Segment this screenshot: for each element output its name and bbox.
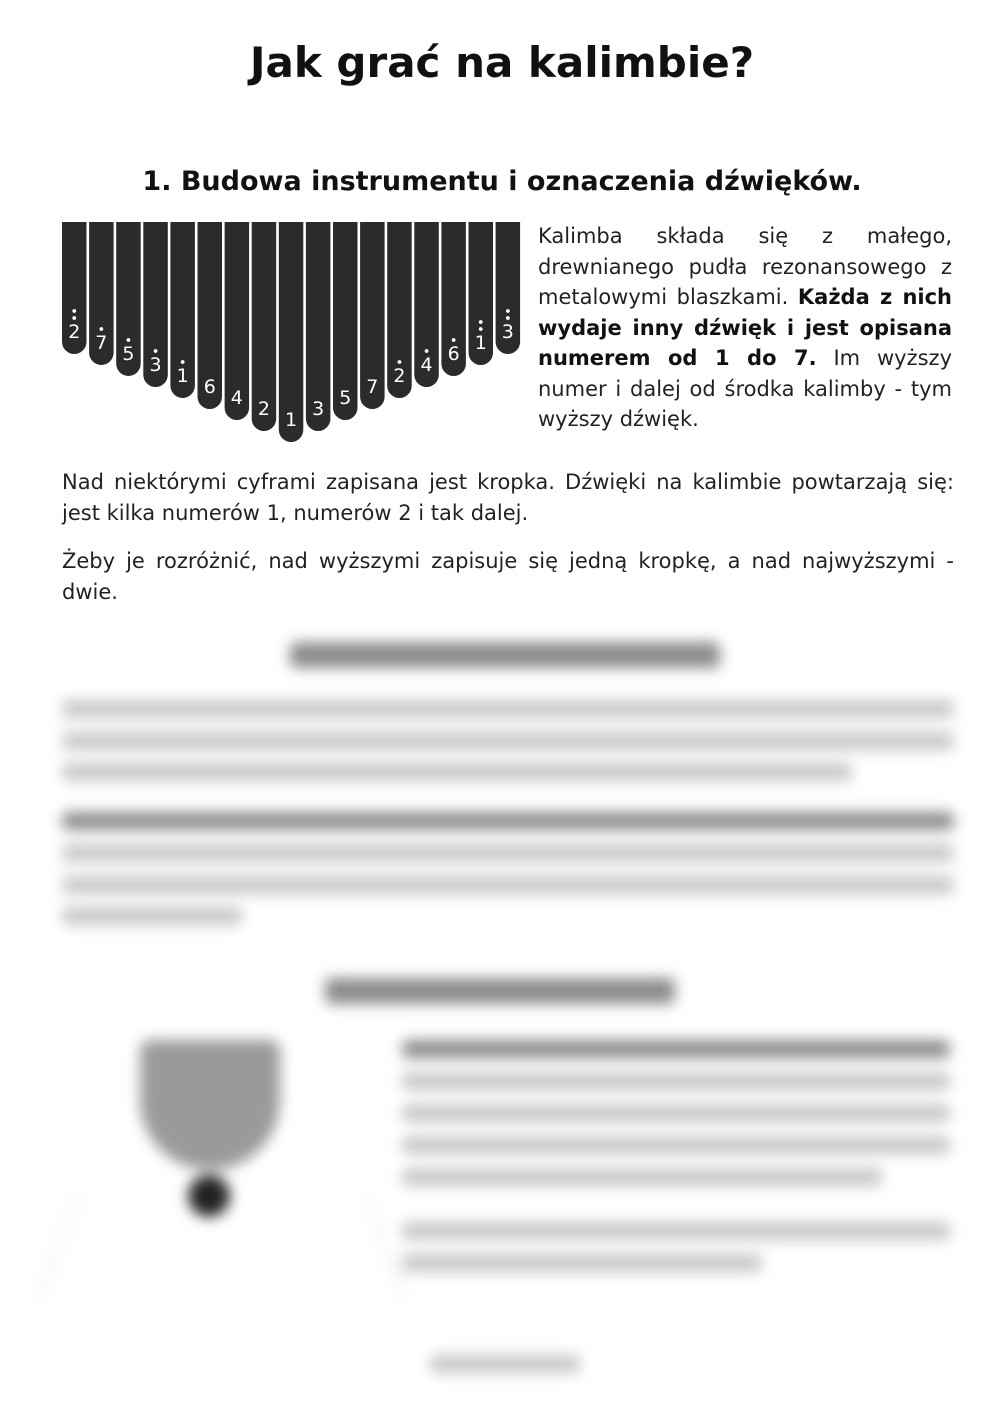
kalimba-key — [441, 222, 466, 376]
kalimba-key-label: 4 — [420, 354, 433, 376]
kalimba-key — [387, 222, 412, 398]
kalimba-key-label: 5 — [339, 387, 352, 409]
blurred-image-lines — [39, 1196, 405, 1296]
kalimba-key-dot — [452, 338, 456, 342]
kalimba-key — [143, 222, 168, 387]
blurred-line — [402, 1254, 762, 1272]
kalimba-key-label: 4 — [230, 387, 243, 409]
kalimba-key — [198, 222, 223, 409]
blurred-line — [402, 1222, 950, 1240]
kalimba-key — [252, 222, 277, 431]
kalimba-key-label: 1 — [474, 332, 487, 354]
kalimba-key-dot — [72, 309, 76, 313]
blurred-line — [402, 1040, 950, 1058]
intro-paragraph — [538, 221, 952, 435]
section-title: 1. Budowa instrumentu i oznaczenia dźwięków. — [142, 166, 862, 197]
kalimba-key-label: 3 — [501, 321, 514, 343]
blurred-line — [62, 812, 954, 830]
kalimba-key-label: 6 — [447, 343, 460, 365]
distinguish-paragraph: Żeby je rozróżnić, nad wyższymi zapisuje się jedną kropkę, a nad najwyższymi - dwie. — [62, 549, 954, 604]
kalimba-key-dot — [425, 349, 429, 353]
kalimba-key — [279, 222, 304, 442]
kalimba-key-dot — [479, 327, 483, 331]
kalimba-key — [89, 222, 114, 365]
kalimba-key-label: 2 — [393, 365, 406, 387]
kalimba-key-label: 7 — [366, 376, 379, 398]
kalimba-key — [333, 222, 358, 420]
page-title: Jak grać na kalimbie? — [249, 38, 755, 87]
blurred-footer — [430, 1355, 580, 1373]
blurred-line — [402, 1168, 882, 1186]
intro-text-start: Kalimba składa się z małego, drewnianego pudła rezonansowego z metalowymi blaszkami. — [538, 224, 952, 309]
blurred-line — [62, 700, 954, 718]
blurred-heading — [290, 642, 720, 668]
blurred-line — [402, 1104, 950, 1122]
kalimba-key — [170, 222, 195, 398]
intro-text-bold: Każda z nich wydaje inny dźwięk i jest opisana numerem od 1 do 7. — [538, 285, 953, 370]
blurred-line — [402, 1072, 950, 1090]
kalimba-key — [414, 222, 439, 387]
kalimba-illustration — [62, 222, 522, 452]
kalimba-key — [62, 222, 87, 354]
kalimba-key-label: 1 — [285, 409, 298, 431]
kalimba-key-dot — [506, 316, 510, 320]
kalimba-key-label: 7 — [95, 332, 108, 354]
blurred-line — [62, 876, 954, 894]
kalimba-key — [306, 222, 331, 431]
kalimba-key-label: 2 — [68, 321, 81, 343]
kalimba-key-dot — [506, 309, 510, 313]
kalimba-key-dot — [99, 327, 103, 331]
kalimba-key-dot — [127, 338, 131, 342]
kalimba-key-dot — [72, 316, 76, 320]
kalimba-key-label: 3 — [149, 354, 162, 376]
blurred-image — [140, 1040, 280, 1170]
kalimba-key-dot — [154, 349, 158, 353]
blurred-line — [62, 763, 852, 781]
blurred-line — [402, 1136, 950, 1154]
kalimba-key — [496, 222, 520, 354]
kalimba-key — [469, 222, 494, 365]
blurred-content — [0, 620, 1004, 1418]
kalimba-key — [116, 222, 141, 376]
kalimba-key-dot — [181, 360, 185, 364]
kalimba-key-label: 3 — [312, 398, 325, 420]
kalimba-key-label: 2 — [257, 398, 270, 420]
kalimba-key-label: 1 — [176, 365, 189, 387]
intro-text-end: Im wyższy numer i dalej od środka kalimby - tym wyższy dźwięk. — [538, 346, 952, 431]
kalimba-key-label: 5 — [122, 343, 135, 365]
blurred-line — [62, 907, 242, 925]
kalimba-key — [360, 222, 385, 409]
blurred-heading — [325, 978, 675, 1004]
kalimba-key-label: 6 — [203, 376, 216, 398]
kalimba-key — [225, 222, 250, 420]
blurred-line — [62, 732, 954, 750]
kalimba-key-dot — [398, 360, 402, 364]
blurred-line — [62, 844, 954, 862]
kalimba-key-dot — [479, 320, 483, 324]
dots-paragraph: Nad niektórymi cyframi zapisana jest kropka. Dźwięki na kalimbie powtarzają się: jest kilka numerów 1, numerów 2 i tak dalej. — [62, 470, 954, 525]
